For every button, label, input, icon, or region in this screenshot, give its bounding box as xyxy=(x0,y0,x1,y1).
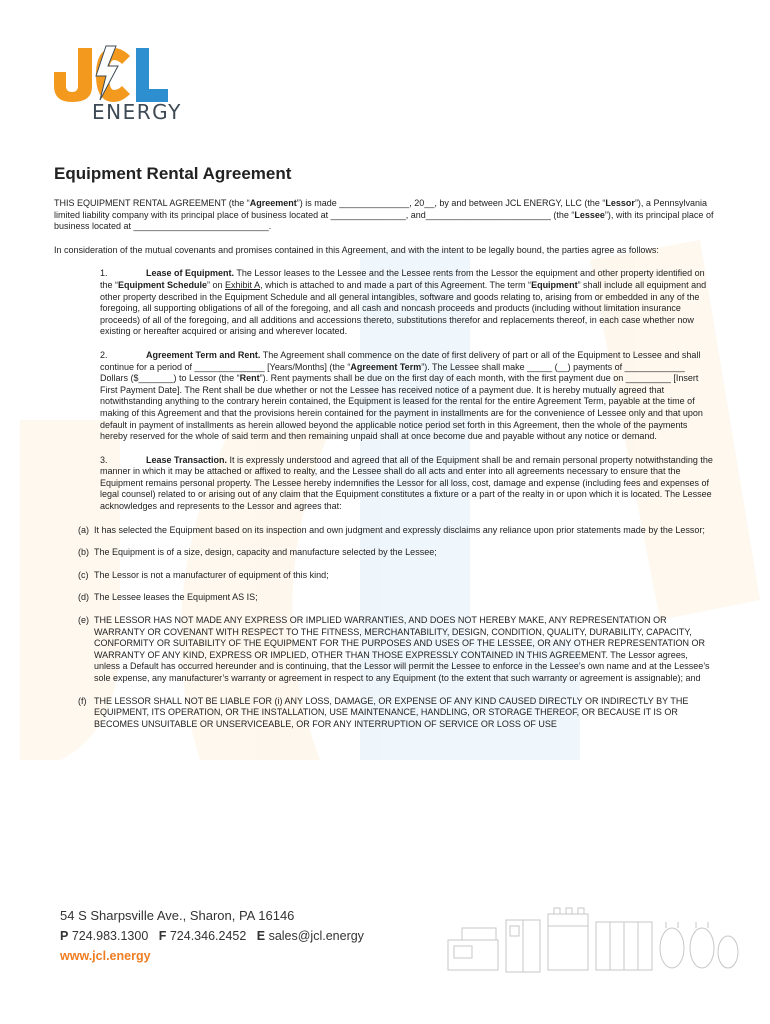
equipment-illustration xyxy=(440,898,740,978)
company-address: 54 S Sharpsville Ave., Sharon, PA 16146 xyxy=(60,908,295,923)
agreement-body xyxy=(54,164,714,741)
phone-number: 724.983.1300 xyxy=(71,929,149,943)
list-item: (c) The Lessor is not a manufacturer of equipment of this kind; xyxy=(78,569,329,580)
fax-number: 724.346.2452 xyxy=(169,929,247,943)
section-3-lease-transaction: 3. Lease Transaction. It is expressly understood and agreed that all of the Equipment shall be and remain personal property notwithstanding the manner in which it may be attached or affixed to realty, and the Lessee shall do all acts and enter into all agreements necessary to ensure that the Equipment remains personal property. The Lessee hereby indemnifies the Lessor for all loss, cost, damage and expense (including fees and expenses of legal counsel) related to or arising out of any claim that the Equipment constitutes a fixture or a part of the realty in or upon which it is located. The Lessee acknowledges and represents to the Lessor and agrees that: xyxy=(100,454,713,512)
section-2-agreement-term: 2. Agreement Term and Rent. The Agreement shall commence on the date of first delivery of part or all of the Equipment to Lessee and shall continue for a period of ______________ [Years/Months] (the “Agreement Term”). The Lessee shall make _____ (__) payments of ____________ Dollars ($_______) to Lessor (the “Rent”). Rent payments shall be due on the first day of each month, with the first payment due on _________ [Insert First Payment Date]. The Rent shall be due whether or not the Lessee has received notice of a payment due. It is hereby mutually agreed that notwithstanding anything to the contrary herein contained, the Equipment is leased for the rental for the entire Agreement Term, payable at the time of making of this Agreement and that the provisions herein contained for the payment in installments are for the convenience of Lessee only and that upon default in payment of installments as herein allowed beyond the applicable notice period set forth in this Agreement, then the whole of the payments hereby reserved for the whole of said term and then remaining unpaid shall at once become due and payable without any notice or demand. xyxy=(100,349,703,442)
logo-letters xyxy=(52,42,170,104)
list-item: (e) THE LESSOR HAS NOT MADE ANY EXPRESS OR IMPLIED WARRANTIES, AND DOES NOT HEREBY MAKE, ANY REPRESENTATION OR WARRANTY OR COVENANT WITH RESPECT TO THE FITNESS, MERCHANTABILITY, DESIGN, CONDITION, QUALITY, DURABILITY, CAPACITY, CONFORMITY OR SUITABILITY OF THE EQUIPMENT FOR THE PURPOSES AND USES OF THE LESSEE, OR ANY OTHER REPRESENTATION OR WARRANTY OF ANY KIND, EXPRESS OR IMPLIED, OTHER THAN THOSE EXPRESSLY CONTAINED IN THIS AGREEMENT. The Lessor agrees, unless a Default has occurred hereunder and is continuing, that the Lessor will permit the Lessee to enforce in the Lessee’s own name and at the Lessee’s sole expense, any manufacturer’s warranty or agreement in respect to any Equipment (to the extent that such warranty or agreement is assignable); and xyxy=(78,615,710,683)
list-item: (f) THE LESSOR SHALL NOT BE LIABLE FOR (i) ANY LOSS, DAMAGE, OR EXPENSE OF ANY KIND CAUSED DIRECTLY OR INDIRECTLY BY THE EQUIPMENT, ITS OPERATION, OR THE INSTALLATION, USE MAINTENANCE, HANDLING, OR STORAGE THEREOF, OR BECAUSE IT IS OR BECOMES UNSUITABLE OR UNSERVICEABLE, OR FOR ANY INTERRUPTION OF SERVICE OR LOSS OF USE xyxy=(78,695,689,729)
document-title: Equipment Rental Agreement xyxy=(54,164,292,183)
website-link[interactable]: www.jcl.energy xyxy=(60,949,151,963)
consideration-paragraph: In consideration of the mutual covenants and promises contained in this Agreement, and with the intent to be legally bound, the parties agree as follows: xyxy=(54,244,659,255)
list-item: (a) It has selected the Equipment based on its inspection and own judgment and expressly disclaims any reliance upon prior statements made by the Lessor; xyxy=(78,524,705,535)
email-link[interactable]: sales@jcl.energy xyxy=(268,929,364,943)
contact-line: P 724.983.1300 F 724.346.2452 E sales@jcl.energy xyxy=(60,929,364,943)
letterhead-footer xyxy=(60,906,364,966)
list-item: (d) The Lessee leases the Equipment AS IS; xyxy=(78,592,258,603)
list-item: (b) The Equipment is of a size, design, capacity and manufacture selected by the Lessee; xyxy=(78,547,437,558)
intro-paragraph: THIS EQUIPMENT RENTAL AGREEMENT (the “Agreement”) is made ______________, 20__, by and between JCL ENERGY, LLC (the “Lessor”), a Pennsylvania limited liability company with its principal place of business located at _______________, and_________________________ (the “Lessee”), with its principal place of business located at ___________________________. xyxy=(54,198,714,232)
logo-energy-word: ENERGY xyxy=(92,100,182,124)
section-1-lease-of-equipment: 1. Lease of Equipment. The Lessor leases to the Lessee and the Lessee rents from the Lessor the equipment and other property identified on the “Equipment Schedule” on Exhibit A, which is attached to and made a part of this Agreement. The term “Equipment” shall include all equipment and other property described in the Equipment Schedule and all general intangibles, software and goods relating to, arising from or embedded in any of the foregoing, all supporting obligations of all of the foregoing, and all cash and noncash proceeds and products (including without limitation insurance proceeds) of all of the foregoing, and all additions and accessions thereto, substitutions therefor and replacements thereof, in each case whether now existing or hereafter acquired or arising and wherever located. xyxy=(100,268,707,337)
company-logo xyxy=(52,42,182,126)
